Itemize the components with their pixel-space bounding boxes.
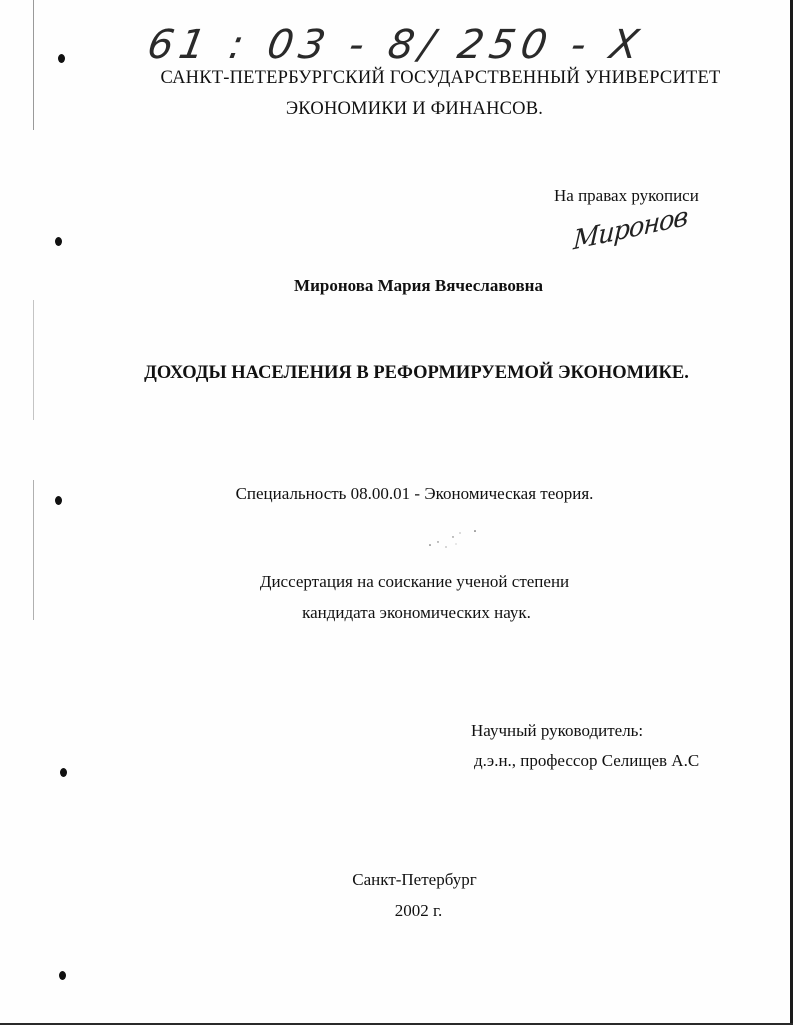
university-name-line1: САНКТ-ПЕТЕРБУРГСКИЙ ГОСУДАРСТВЕННЫЙ УНИВЕРСИТЕТ xyxy=(160,68,721,88)
author-name: Миронова Мария Вячеславовна xyxy=(294,276,543,295)
handwritten-catalog-number: 61 : 03 - 8/ 250 - X xyxy=(143,22,648,68)
manuscript-rights-note: На правах рукописи xyxy=(554,186,699,205)
punch-hole-icon xyxy=(59,971,66,980)
dissertation-degree-line2: кандидата экономических наук. xyxy=(302,603,531,622)
punch-hole-icon xyxy=(60,768,67,777)
dissertation-degree-line1: Диссертация на соискание ученой степени xyxy=(259,572,570,591)
author-signature: Миронов xyxy=(572,201,689,257)
dissertation-title: ДОХОДЫ НАСЕЛЕНИЯ В РЕФОРМИРУЕМОЙ ЭКОНОМИКЕ. xyxy=(144,363,689,383)
margin-rule xyxy=(33,300,34,420)
university-name-line2: ЭКОНОМИКИ И ФИНАНСОВ. xyxy=(285,99,544,119)
punch-hole-icon xyxy=(58,54,65,63)
specialty-line: Специальность 08.00.01 - Экономическая теория. xyxy=(235,484,594,503)
scan-specks xyxy=(420,525,480,555)
punch-hole-icon xyxy=(55,237,62,246)
publication-year: 2002 г. xyxy=(394,901,443,920)
supervisor-name: д.э.н., профессор Селищев А.С xyxy=(474,751,700,770)
supervisor-label: Научный руководитель: xyxy=(471,721,644,740)
place-of-publication: Санкт-Петербург xyxy=(352,870,477,889)
